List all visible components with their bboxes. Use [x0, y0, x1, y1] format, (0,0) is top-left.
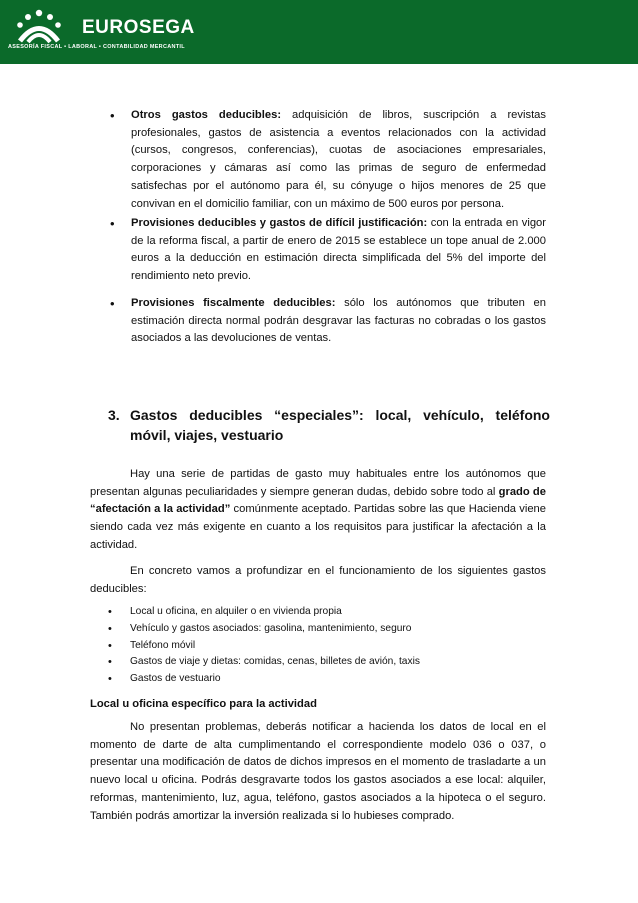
- section-title: Gastos deducibles “especiales”: local, vehículo, teléfono móvil, viajes, vestuario: [130, 407, 550, 443]
- section-number: 3.: [108, 407, 120, 423]
- bullet-icon: •: [110, 108, 115, 123]
- bullet-item: [131, 107, 546, 213]
- bullet-heading: Otros gastos deducibles:: [131, 109, 282, 121]
- list-item-text: Gastos de vestuario: [130, 673, 221, 684]
- bullet-heading: Provisiones fiscalmente deducibles:: [131, 297, 336, 309]
- subheading: Local u oficina específico para la actividad: [90, 698, 317, 710]
- bullet-heading: Provisiones deducibles y gastos de difícil justificación:: [131, 217, 428, 229]
- paragraph-emphasis: grado de “afectación a la actividad”: [90, 485, 546, 516]
- bullet-icon: •: [108, 673, 112, 685]
- bullet-text: adquisición de libros, suscripción a revistas profesionales, gastos de asistencia a eventos relacionados con la actividad (cursos, congresos, conferencias), cuotas de asociaciones empresariales, corporaciones y cámaras así como las primas de seguro de enfermedad satisfechas por el autónomo para él, su cónyuge o hijos menores de 25 que convivan en el domicilio familiar, con un máximo de 500 euros por persona.: [131, 109, 546, 210]
- paragraph-list-intro: En concreto vamos a profundizar en el funcionamiento de los siguientes gastos deducibles:: [90, 565, 546, 595]
- bullet-item: [131, 215, 546, 286]
- bullet-icon: •: [108, 606, 112, 618]
- paragraph-local: No presentan problemas, deberás notificar a hacienda los datos de local en el momento de darte de alta cumplimentando el correspondiente modelo 036 o 037, o presentar una modificación de datos de dichos impresos en el momento de trasladarte a un nuevo local u oficina. Podrás desgravarte todos los gastos asociados a ese local: alquiler, reformas, mantenimiento, luz, agua, teléfono, gastos asociados a la hipoteca o el seguro. También podrás amortizar la inversión realizada si lo hubieses comprado.: [90, 721, 546, 822]
- bullet-text: sólo los autónomos que tributen en estimación directa normal podrán desgravar las facturas no cobradas o los gastos asociados a las devoluciones de ventas.: [131, 297, 546, 345]
- bullet-icon: •: [110, 296, 115, 311]
- brand-name: EUROSEGA: [82, 17, 195, 38]
- page-header: [0, 0, 638, 64]
- list-item-text: Teléfono móvil: [130, 640, 196, 651]
- list-item-text: Vehículo y gastos asociados: gasolina, mantenimiento, seguro: [130, 623, 412, 634]
- bullet-item: [131, 295, 546, 348]
- brand-tagline: ASESORÍA FISCAL • LABORAL • CONTABILIDAD MERCANTIL: [8, 44, 185, 50]
- bullet-text: con la entrada en vigor de la reforma fiscal, a partir de enero de 2015 se establece un tope anual de 2.000 euros a la deducción en estimación directa simplificada del 5% del importe del rendimiento neto previo.: [131, 217, 546, 283]
- bullet-icon: •: [108, 656, 112, 668]
- paragraph-text: comúnmente aceptado. Partidas sobre las que Hacienda viene siendo cada vez más exigente en cuanto a los requisitos para justificar la afectación a la actividad.: [90, 503, 547, 551]
- paragraph-intro: [90, 466, 546, 555]
- list-item-text: Gastos de viaje y dietas: comidas, cenas, billetes de avión, taxis: [130, 656, 420, 667]
- bullet-icon: •: [108, 640, 112, 652]
- bullet-icon: •: [110, 216, 115, 231]
- logo-icon: [14, 8, 64, 46]
- list-item-text: Local u oficina, en alquiler o en vivienda propia: [130, 606, 342, 617]
- paragraph-text: Hay una serie de partidas de gasto muy habituales entre los autónomos que presentan algunas peculiaridades y siempre generan dudas, debido sobre todo al: [90, 468, 546, 498]
- bullet-icon: •: [108, 623, 112, 635]
